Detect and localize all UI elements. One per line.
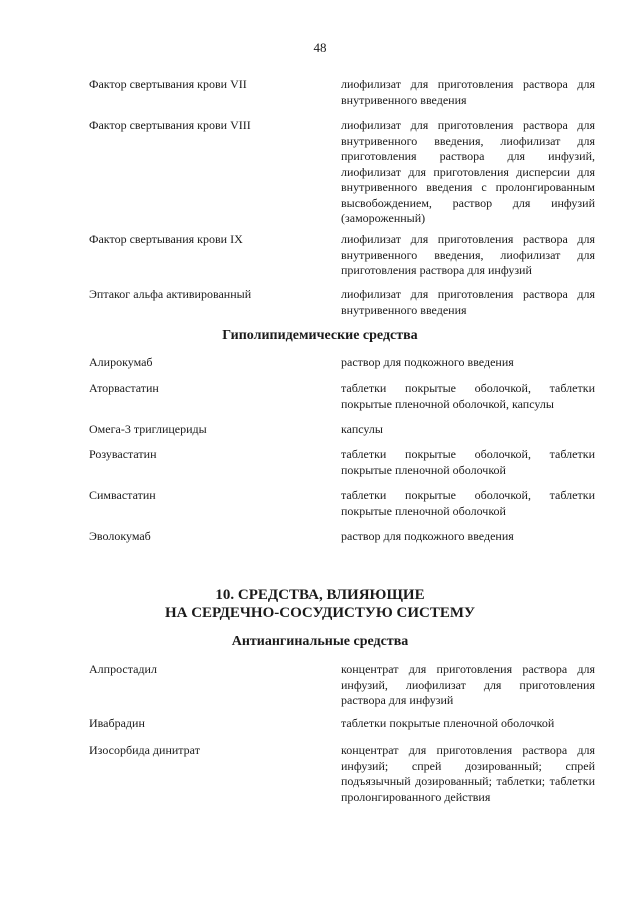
dosage-form: таблетки покрытые оболочкой, таблетки покрытые пленочной оболочкой, капсулы: [341, 381, 595, 411]
dosage-form: раствор для подкожного введения: [341, 355, 514, 369]
dosage-form: таблетки покрытые оболочкой, таблетки покрытые пленочной оболочкой: [341, 447, 595, 477]
section-title-line1: 10. СРЕДСТВА, ВЛИЯЮЩИЕ: [215, 587, 425, 603]
dosage-form: таблетки покрытые пленочной оболочкой: [341, 716, 555, 730]
dosage-form: лиофилизат для приготовления раствора для внутривенного введения, лиофилизат для приготовления раствора для инфузий, лиофилизат для приготовления дисперсии для внутривенного введения с пролонгированным высвобождением, раствор для инфузий (замороженный): [341, 118, 595, 225]
drug-name: Аторвастатин: [89, 381, 159, 395]
drug-name: Розувастатин: [89, 447, 157, 461]
drug-name: Эптаког альфа активированный: [89, 287, 252, 301]
dosage-form: лиофилизат для приготовления раствора для внутривенного введения: [341, 77, 595, 107]
drug-name: Омега-3 триглицериды: [89, 422, 207, 436]
dosage-form: лиофилизат для приготовления раствора для внутривенного введения, лиофилизат для приготовления раствора для инфузий: [341, 232, 595, 277]
dosage-form: концентрат для приготовления раствора для инфузий, лиофилизат для приготовления раствора для инфузий: [341, 662, 595, 707]
drug-name: Симвастатин: [89, 488, 156, 502]
dosage-form: лиофилизат для приготовления раствора для внутривенного введения: [341, 287, 595, 317]
drug-name: Ивабрадин: [89, 716, 145, 730]
section-title-line2: НА СЕРДЕЧНО-СОСУДИСТУЮ СИСТЕМУ: [164, 605, 476, 621]
drug-name: Фактор свертывания крови VIII: [89, 118, 251, 132]
dosage-form: раствор для подкожного введения: [341, 529, 514, 543]
subsection-heading: Гиполипидемические средства: [222, 328, 418, 343]
section-title: [0, 586, 640, 622]
dosage-form: капсулы: [341, 422, 383, 436]
page-number: 48: [313, 40, 327, 55]
drug-name: Эволокумаб: [89, 529, 151, 543]
dosage-form: таблетки покрытые оболочкой, таблетки покрытые пленочной оболочкой: [341, 488, 595, 518]
drug-name: Фактор свертывания крови VII: [89, 77, 247, 91]
drug-name: Фактор свертывания крови IX: [89, 232, 243, 246]
subsection-heading: Антиангинальные средства: [231, 634, 409, 649]
drug-name: Изосорбида динитрат: [89, 743, 200, 757]
drug-name: Алпростадил: [89, 662, 157, 676]
dosage-form: концентрат для приготовления раствора для инфузий; спрей дозированный; спрей подъязычный дозированный; таблетки; таблетки пролонгированного действия: [341, 743, 595, 804]
drug-name: Алирокумаб: [89, 355, 153, 369]
